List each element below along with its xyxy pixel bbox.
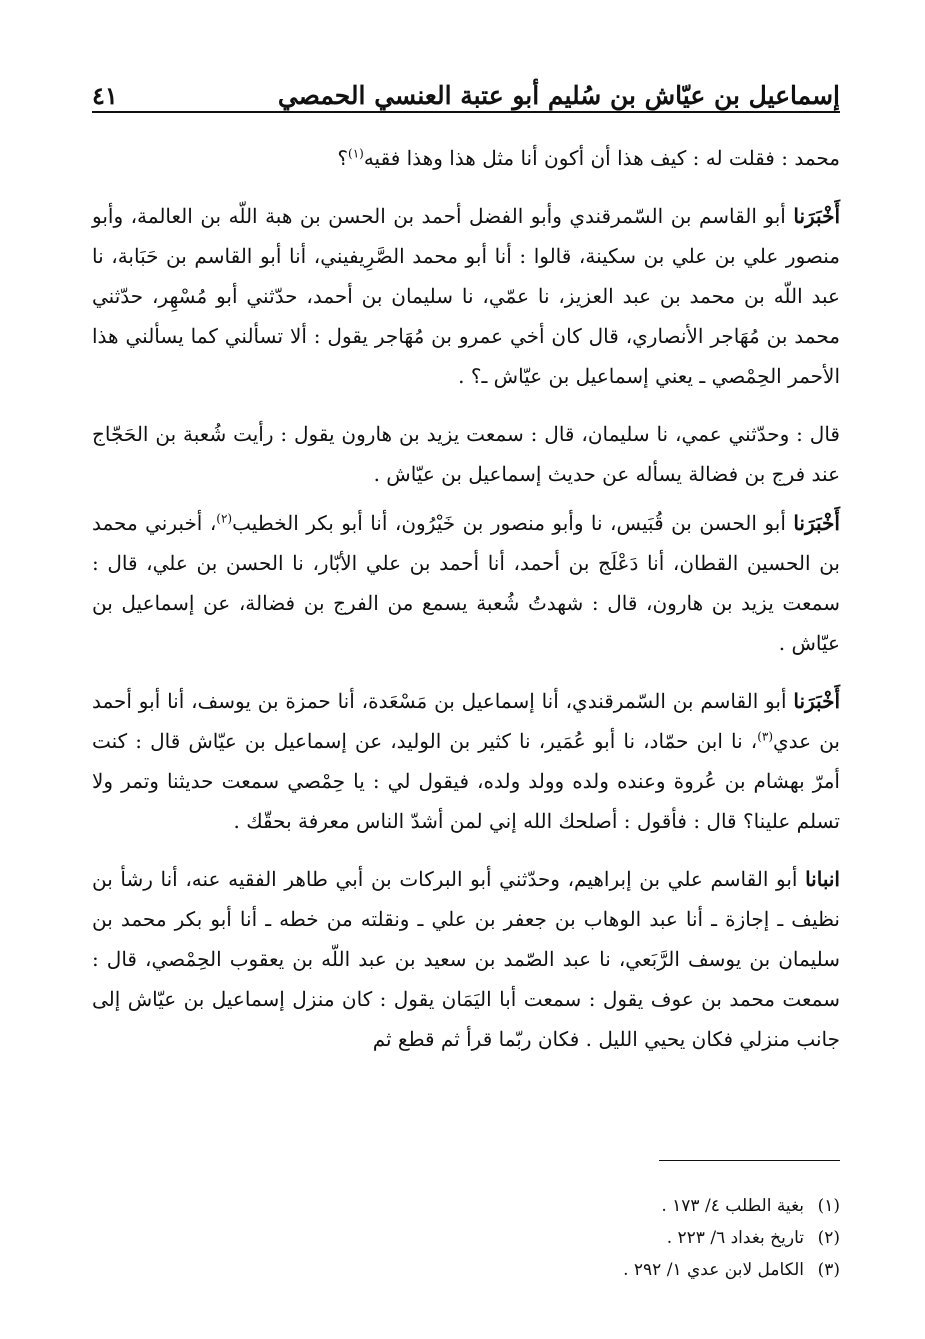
footnote-mark: (١) xyxy=(817,1196,840,1216)
paragraph-text: أبو القاسم بن السّمرقندي، أنا إسماعيل بن مَسْعَدة، أنا حمزة بن يوسف، أنا أبو أحمد بن عدي xyxy=(92,689,840,753)
paragraph-6 xyxy=(92,859,840,1059)
paragraph-5 xyxy=(92,681,840,841)
header-rule xyxy=(92,111,840,113)
isnad-lead-word: أَخْبَرَنا xyxy=(793,689,840,713)
footnote-3 xyxy=(92,1254,840,1286)
paragraph-2 xyxy=(92,196,840,396)
footnote-mark: (٣) xyxy=(817,1260,840,1280)
running-header xyxy=(92,62,840,108)
paragraph-text-end: ؟ xyxy=(337,146,348,170)
paragraph-text: أبو الحسن بن قُبَيس، نا وأبو منصور بن خَيْرُون، أنا أبو بكر الخطيب xyxy=(232,511,794,535)
footnote-2 xyxy=(92,1222,840,1254)
isnad-lead-word: أَخْبَرَنا xyxy=(793,511,840,535)
footnote-1 xyxy=(92,1190,840,1222)
paragraph-text: قال : وحدّثني عمي، نا سليمان، قال : سمعت يزيد بن هارون يقول : رأيت شُعبة بن الحَجّاج عند فرج بن فضالة يسأله عن حديث إسماعيل بن عيّاش . xyxy=(92,422,840,486)
isnad-lead-word: انبانا xyxy=(805,867,840,891)
footnote-text: تاريخ بغداد ٦/ ٢٢٣ . xyxy=(666,1228,804,1248)
footnote-text: بغية الطلب ٤/ ١٧٣ . xyxy=(661,1196,804,1216)
paragraph-text: أبو القاسم علي بن إبراهيم، وحدّثني أبو البركات بن أبي طاهر الفقيه عنه، أنا رشأ بن نظيف ـ إجازة ـ أنا عبد الوهاب بن جعفر بن علي ـ ونقلته من خطه ـ أنا أبو بكر محمد بن سليمان بن يوسف الرَّبَعي، نا عبد الصّمد بن سعيد بن عبد اللّه بن يعقوب الحِمْصي، قال : سمعت محمد بن عوف يقول : سمعت أبا اليَمَان يقول : كان منزل إسماعيل بن عيّاش إلى جانب منزلي فكان يحيي الليل . فكان ربّما قرأ ثم قطع ثم xyxy=(92,867,840,1051)
page-number: ٤١ xyxy=(92,81,118,110)
footnote-text: الكامل لابن عدي ١/ ٢٩٢ . xyxy=(623,1260,804,1280)
footnotes xyxy=(92,1190,840,1286)
footnote-ref-1: (١) xyxy=(348,146,364,161)
footnote-ref-3: (٣) xyxy=(757,729,774,744)
paragraph-text-end: ، نا ابن حمّاد، نا أبو عُمَير، نا كثير بن الوليد، عن إسماعيل بن عيّاش قال : كنت أمرّ بهشام بن عُروة وعنده ولده وولد ولده، فيقول لي : يا حِمْصي سمعت حديثنا وتمر ولا تسلم علينا؟ قال : فأقول : أصلحك الله إني لمن أشدّ الناس معرفة بحقّك . xyxy=(92,729,840,833)
paragraph-3 xyxy=(92,414,840,494)
paragraph-text: أبو القاسم بن السّمرقندي وأبو الفضل أحمد بن الحسن بن هبة اللّه بن العالمة، وأبو منصور علي بن علي بن سكينة، قالوا : أنا أبو محمد الصَّرِيفيني، أنا أبو القاسم بن حَبَابة، نا عبد اللّه بن محمد بن عبد العزيز، نا عمّي، نا سليمان بن أحمد، حدّثني أبو مُسْهِر، حدّثني محمد بن مُهَاجر الأنصاري، قال كان أخي عمرو بن مُهَاجر يقول : ألا تسألني كما يسألني هذا الأحمر الحِمْصي ـ يعني إسماعيل بن عيّاش ـ؟ . xyxy=(92,204,840,388)
main-text xyxy=(92,138,840,1059)
paragraph-text-end: ، أخبرني محمد بن الحسين القطان، أنا دَعْلَج بن أحمد، أنا أحمد بن علي الأبّار، نا الحسن بن علي، قال : سمعت يزيد بن هارون، قال : شهدتُ شُعبة يسمع من الفرج بن فضالة، عن إسماعيل بن عيّاش . xyxy=(92,511,840,655)
paragraph-text: محمد : فقلت له : كيف هذا أن أكون أنا مثل هذا وهذا فقيه xyxy=(363,146,840,170)
running-title: إسماعيل بن عيّاش بن سُليم أبو عتبة العنسي الحمصي xyxy=(277,81,840,110)
footnote-mark: (٢) xyxy=(817,1228,840,1248)
isnad-lead-word: أَخْبَرَنا xyxy=(793,204,840,228)
footnote-rule xyxy=(659,1160,840,1161)
paragraph-1 xyxy=(92,138,840,178)
paragraph-4 xyxy=(92,503,840,663)
footnote-ref-2: (٢) xyxy=(216,511,233,526)
